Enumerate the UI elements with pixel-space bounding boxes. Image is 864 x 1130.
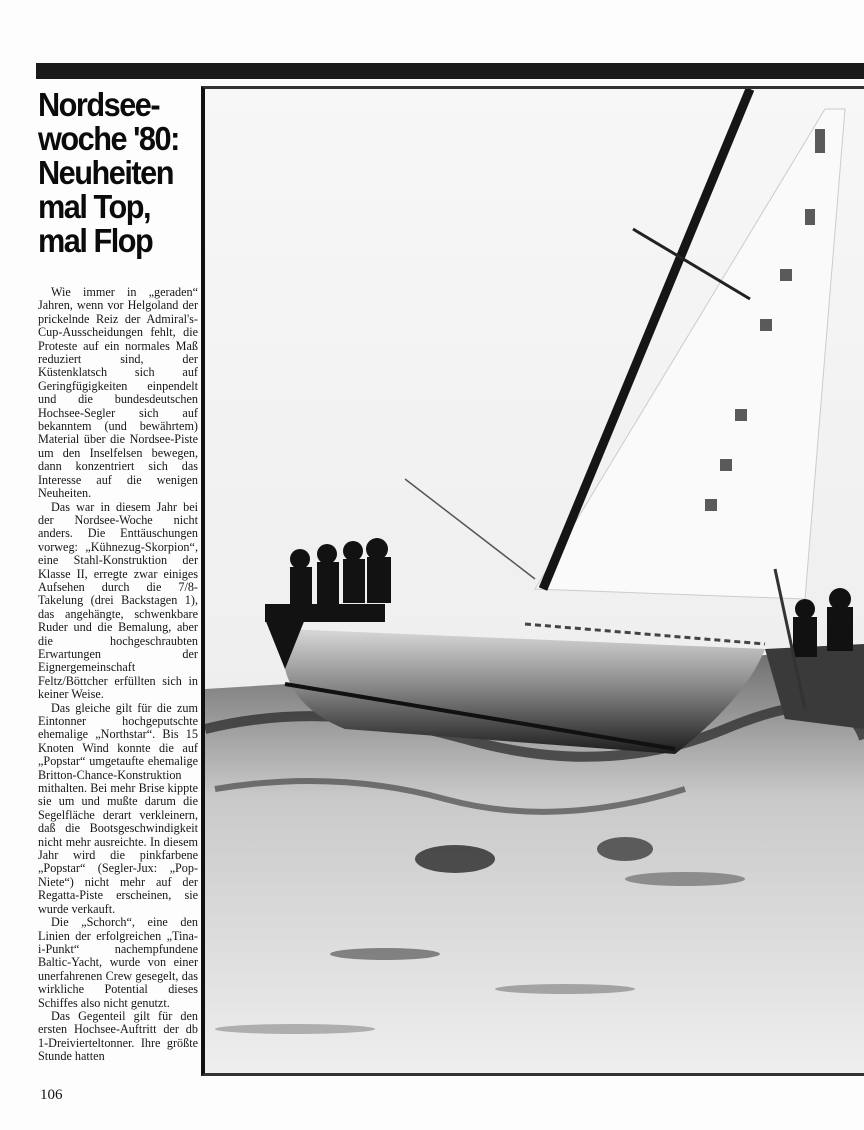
page-number: 106 bbox=[40, 1087, 63, 1103]
sailboat-photo bbox=[201, 86, 864, 1076]
title-line: mal Top, bbox=[38, 188, 151, 225]
paragraph: Das Gegenteil gilt für den ersten Hochsee-Auftritt der db 1-Dreivierteltonner. Ihre größte Stunde hatten bbox=[38, 1008, 198, 1064]
article-title bbox=[38, 88, 196, 258]
header-rule bbox=[36, 63, 864, 79]
sailboat-illustration bbox=[205, 89, 864, 1073]
title-line: Nordsee- bbox=[38, 86, 160, 123]
paragraph: Das war in diesem Jahr bei der Nordsee-Woche nicht anders. Die Enttäuschungen vorweg: „Kühnezug-Skorpion“, eine Stahl-Konstruktion der Klasse II, erregte zwar einiges Aufsehen durch die 7/8-Takelung (drei Backstagen 1), das angehängte, schwenkbare Ruder und die Bemalung, aber die hochgeschraubten Erwartungen der Eignergemeinschaft Feltz/Böttcher erfüllten sich in keiner Weise. bbox=[38, 499, 198, 702]
title-line: mal Flop bbox=[38, 222, 153, 259]
title-line: woche '80: bbox=[38, 120, 179, 157]
paragraph: Die „Schorch“, eine den Linien der erfolgreichen „Tina-i-Punkt“ nachempfundene Baltic-Yacht, wurde von einer unerfahrenen Crew gesegelt, das wirkliche Potential dieses Schiffes also nicht genutzt. bbox=[38, 915, 198, 1010]
paragraph: Das gleiche gilt für die zum Eintonner hochgeputschte ehemalige „Northstar“. Bis 15 Knoten Wind konnte die auf „Popstar“ umgetaufte ehemalige Britton-Chance-Konstruktion mithalten. Bei mehr Brise kippte sie um und mußte darum die Segelfläche derart verkleinern, daß die Bootsgeschwindigkeit nicht mehr ausreichte. In diesem Jahr wird die pinkfarbene „Popstar“ (Segler-Jux: „Pop-Niete“) nicht mehr auf der Regatta-Piste erscheinen, sie wurde verkauft. bbox=[38, 700, 198, 916]
paragraph: Wie immer in „geraden“ Jahren, wenn vor Helgoland der prickelnde Reiz der Admiral's-Cup-Ausscheidungen fehlt, die Proteste auf ein normales Maß reduziert sind, der Küstenklatsch sich auf Geringfügigkeiten einpendelt und die bundesdeutschen Hochsee-Segler sich auf bekanntem (und bewährtem) Material über die Nordsee-Piste um den Inselfelsen bewegen, dann konzentriert sich das Interesse auf die wenigen Neuheiten. bbox=[38, 285, 198, 501]
title-line: Neuheiten bbox=[38, 154, 173, 191]
article-body bbox=[38, 286, 198, 1064]
